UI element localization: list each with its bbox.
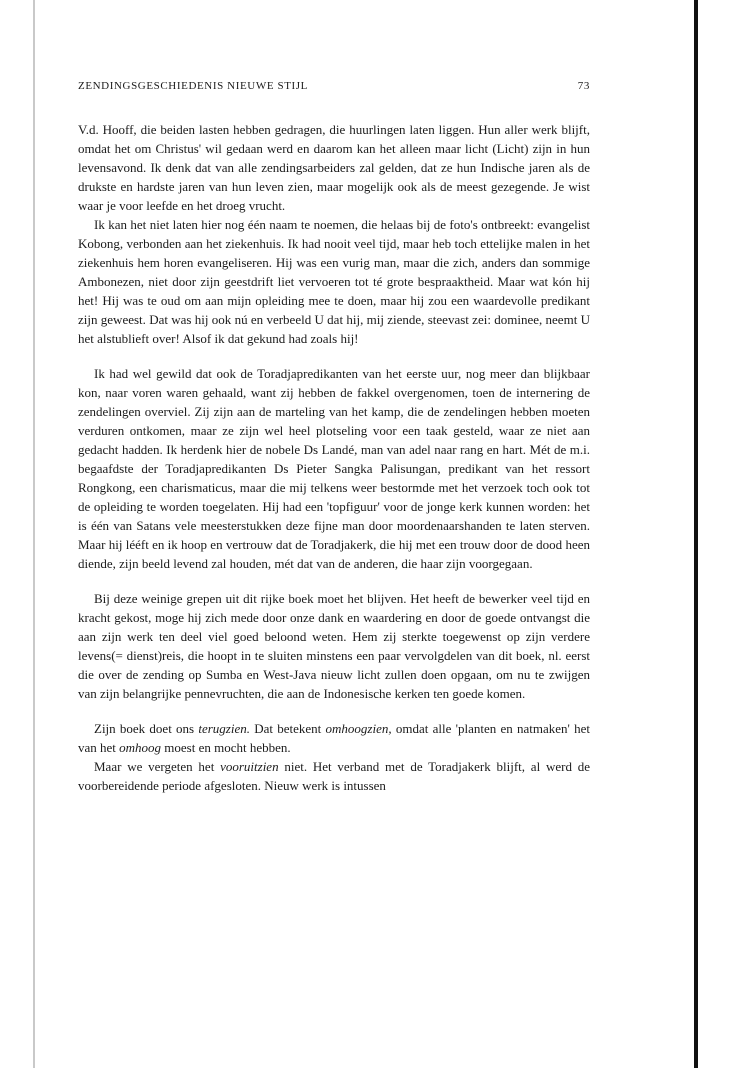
paragraph-1: V.d. Hooff, die beiden lasten hebben gedragen, die huurlingen laten liggen. Hun aller werk blijft, omdat het om Christus' wil gedaan werd en daarom kan het alleen maar licht (Licht) zijn in hun levensavond. Ik denk dat van alle zendingsarbeiders zal gelden, dat ze hun Indische jaren als de drukste en hardste jaren van hun leven zien, maar mogelijk ook als de meest gezegende. Je wist waar je voor leefde en het droeg vrucht. (78, 122, 590, 213)
page-number: 73 (577, 80, 590, 92)
p5-text-3: omdat alle 'planten en natmaken' het van het (78, 721, 590, 755)
page-content (78, 80, 590, 795)
p5-italic-omhoogzien: omhoogzien, (325, 721, 392, 736)
scan-edge-right (694, 0, 698, 1068)
p6-text-1: Maar we vergeten het (94, 759, 221, 774)
p5-text-1: Zijn boek doet ons (94, 721, 199, 736)
paragraph-2: Ik kan het niet laten hier nog één naam te noemen, die helaas bij de foto's ontbreekt: evangelist Kobong, verbonden aan het ziekenhuis. Ik had nooit veel tijd, maar heb toch ettelijke malen in het ziekenhuis hem horen evangeliseren. Hij was een vurig man, maar die zich, anders dan sommige Ambonezen, niet door zijn geestdrift liet vervoeren tot té grote bespraaktheid. Maar wat kón hij het! Hij was te oud om aan mijn opleiding mee te doen, maar hij zou een waardevolle predikant zijn geweest. Dat was hij ook nú en verbeeld U dat hij, mij ziende, steevast zei: dominee, neemt U het alstublieft over! Alsof ik dat gekund had zoals hij! (78, 217, 590, 346)
p6-text-2: niet. Het verband met de Toradjakerk blijft, al werd de voorbereidende periode afgesloten. Nieuw werk is intussen (78, 759, 590, 793)
running-head (78, 80, 590, 92)
paragraph-5 (78, 719, 590, 757)
running-title: ZENDINGSGESCHIEDENIS NIEUWE STIJL (78, 80, 308, 92)
p5-italic-terugzien: terugzien. (198, 721, 250, 736)
p5-text-2: Dat betekent (250, 721, 326, 736)
paragraph-4: Bij deze weinige grepen uit dit rijke boek moet het blijven. Het heeft de bewerker veel tijd en kracht gekost, moge hij zich mede door onze dank en waardering en door de goede ontvangst die aan zijn werk ten deel viel goed beloond weten. Hem zij sterkte toegewenst op zijn verdere levens(= dienst)reis, die hoopt in te sluiten minstens een paar vervolgdelen van dit boek, nl. eerst die over de zending op Sumba en West-Java nieuw licht zullen doen opgaan, om nu te zwijgen van zijn belangrijke pennevruchten, die aan de Indonesische kerken ten goede komen. (78, 591, 590, 701)
p6-italic-vooruitzien: vooruitzien (220, 759, 279, 774)
paragraph-6 (78, 757, 590, 795)
p5-italic-omhoog: omhoog (119, 740, 162, 755)
scan-edge-left (33, 0, 35, 1068)
paragraph-3: Ik had wel gewild dat ook de Toradjapredikanten van het eerste uur, nog meer dan blijkbaar kon, naar voren waren gehaald, want zij hebben de fakkel overgenomen, toen de internering de zendelingen overviel. Zij zijn aan de marteling van het kamp, die de zendelingen hebben moeten verduren ontkomen, maar ze zijn wel heel plotseling voor een taak gesteld, waar ze niet aan gedacht hadden. Ik herdenk hier de nobele Ds Landé, man van adel naar rang en hart. Mét de m.i. begaafdste der Toradjapredikanten Ds Pieter Sangka Palisungan, predikant van het ressort Rongkong, een charismaticus, maar die mij telkens weer bestormde met het verzoek toch ook tot de opleiding te worden toegelaten. Hij had een 'topfiguur' voor de jonge kerk kunnen worden: het is één van Satans vele meesterstukken deze fijne man door moordenaarshanden te laten sterven. Maar hij lééft en ik hoop en vertrouw dat de Toradjakerk, die hij met een trouw door de dood heen diende, zijn beeld levend zal houden, mét dat van de anderen, die haar zijn voorgegaan. (78, 366, 590, 571)
p5-text-4: moest en mocht hebben. (161, 740, 291, 755)
